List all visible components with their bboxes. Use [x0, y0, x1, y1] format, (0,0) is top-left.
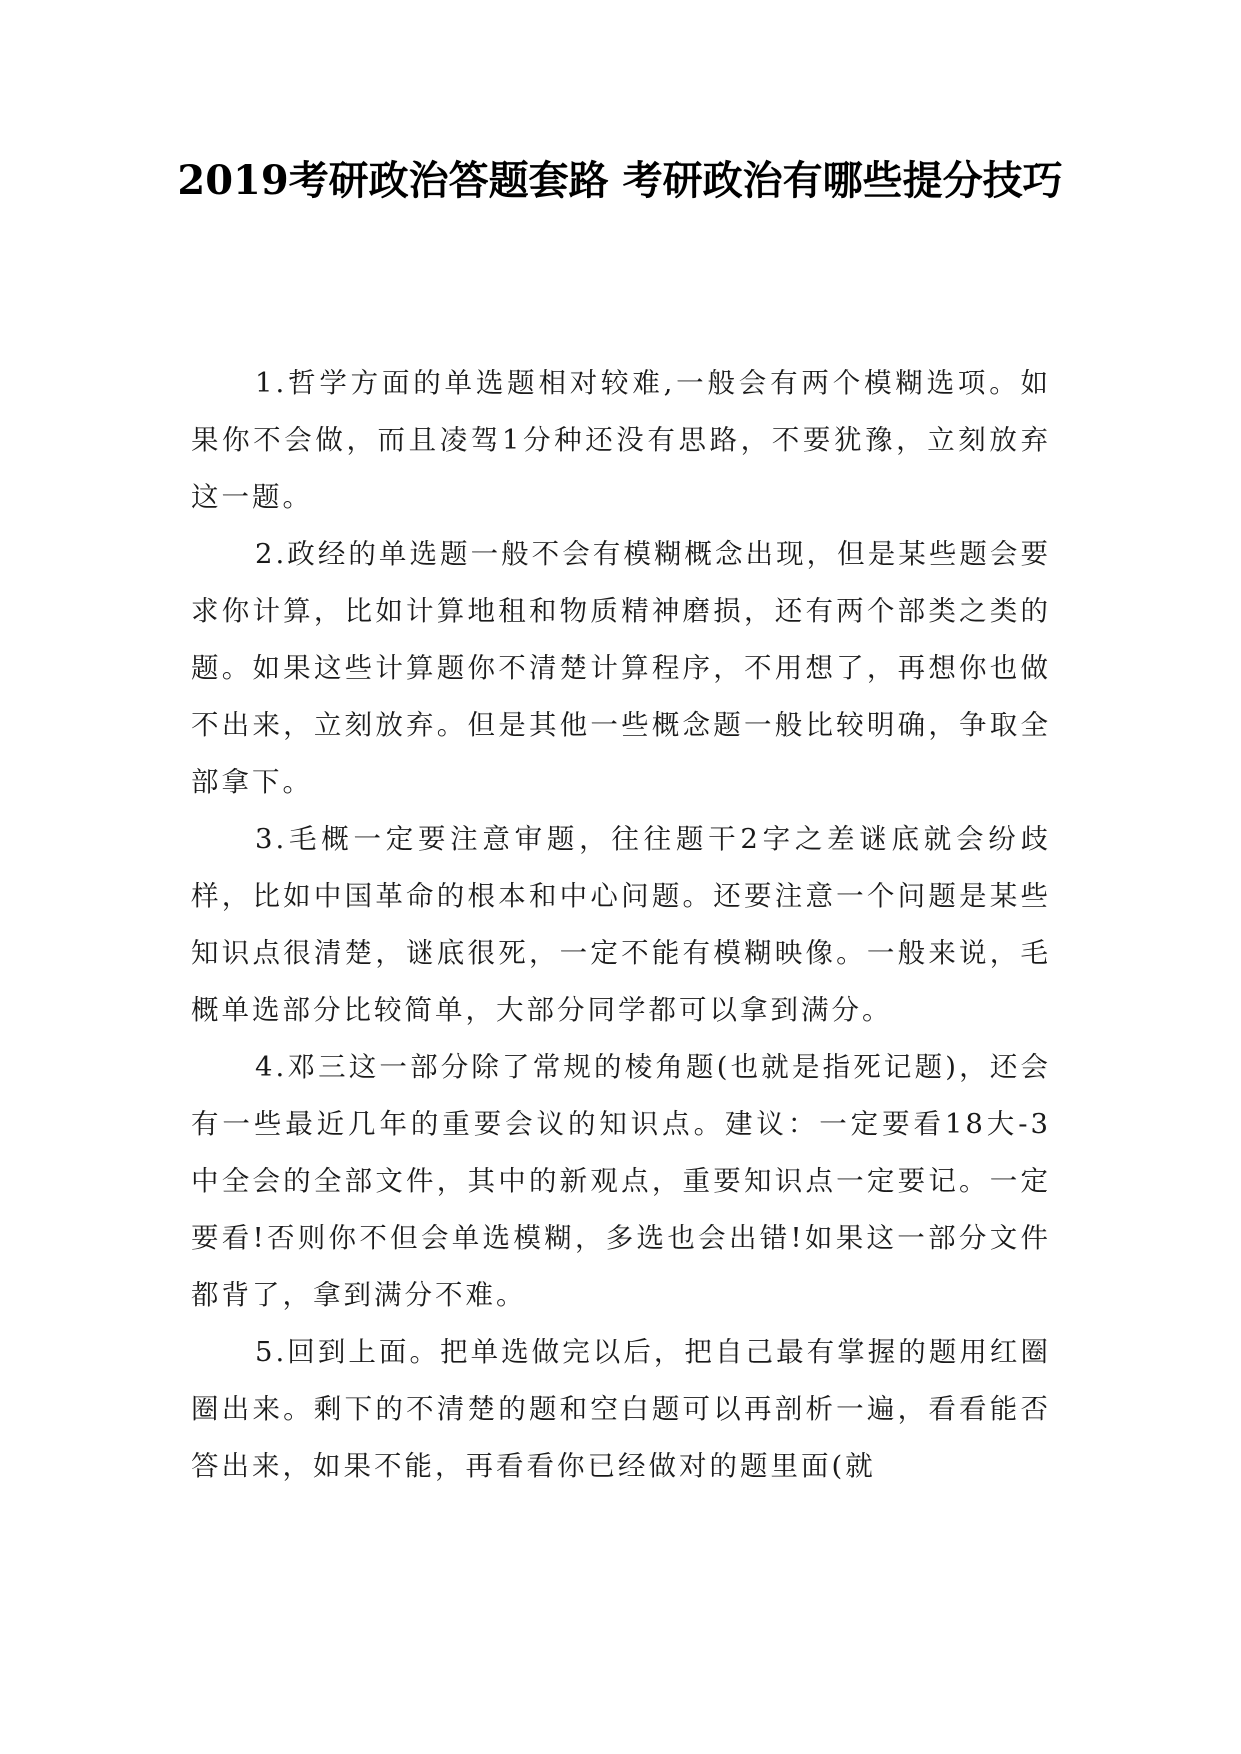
- paragraph-4: 4.邓三这一部分除了常规的棱角题(也就是指死记题)，还会有一些最近几年的重要会议的知识点。建议：一定要看18大-3中全会的全部文件，其中的新观点，重要知识点一定要记。一定要看!否则你不但会单选模糊，多选也会出错!如果这一部分文件都背了，拿到满分不难。: [191, 1051, 1051, 1311]
- paragraph-2: 2.政经的单选题一般不会有模糊概念出现，但是某些题会要求你计算，比如计算地租和物质精神磨损，还有两个部类之类的题。如果这些计算题你不清楚计算程序，不用想了，再想你也做不出来，立刻放弃。但是其他一些概念题一般比较明确，争取全部拿下。: [191, 538, 1051, 798]
- paragraph-1: 1.哲学方面的单选题相对较难,一般会有两个模糊选项。如果你不会做，而且凌驾1分种还没有思路，不要犹豫，立刻放弃这一题。: [191, 367, 1051, 513]
- paragraph-3: 3.毛概一定要注意审题，往往题干2字之差谜底就会纷歧样，比如中国革命的根本和中心问题。还要注意一个问题是某些知识点很清楚，谜底很死，一定不能有模糊映像。一般来说，毛概单选部分比较简单，大部分同学都可以拿到满分。: [191, 823, 1051, 1026]
- document-title: 2019考研政治答题套路 考研政治有哪些提分技巧: [177, 157, 1063, 204]
- paragraph-5: 5.回到上面。把单选做完以后，把自己最有掌握的题用红圈圈出来。剩下的不清楚的题和空白题可以再剖析一遍，看看能否答出来，如果不能，再看看你已经做对的题里面(就: [191, 1336, 1051, 1482]
- document-body: [191, 355, 1051, 1495]
